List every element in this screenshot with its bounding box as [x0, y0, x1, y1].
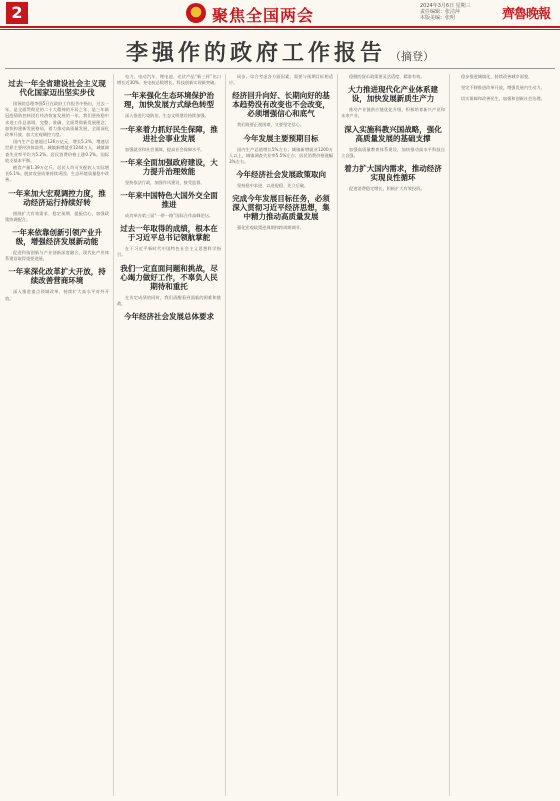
section-heading: 一年来全面加强政府建设，大力提升治理效能 [120, 157, 218, 176]
section-title: 聚焦全国两会 [212, 6, 315, 25]
body-paragraph: 坚定不移推进改革开放，增强发展内生动力。 [461, 85, 545, 91]
paper-info-line: 本版美编：张明 [420, 15, 456, 21]
body-paragraph: 国内生产总值增长5%左右；城镇新增就业1200万人以上，城镇调查失业率5.5%左右；居民消费价格涨幅3%左右。 [229, 146, 333, 165]
article-title-note: （摘登） [390, 50, 434, 63]
body-paragraph: 电力、电动汽车、锂电池、光伏产品“新三样”出口增长近30%。充电桩总数增长。科技创新实现新突破。 [117, 74, 221, 86]
article-title: 李强作的政府工作报告 [125, 41, 386, 66]
body-paragraph: 国务院总理李强5日在政府工作报告中指出，过去一年，是全面贯彻党的二十大精神的开局之年，是三年新冠疫情防控转段后经济恢复发展的一年。我们坚持稳中求进工作总基调，完整、准确、全面贯彻新发展理念，加快构建新发展格局，着力推动高质量发展，全面深化改革开放，加大宏观调控力度。 [5, 101, 109, 138]
column [453, 74, 557, 796]
body-paragraph: 围绕扩大有效需求、稳定预期、提振信心，加强政策协调配合。 [5, 210, 109, 222]
headline-rule [5, 68, 555, 69]
section-heading: 完成今年发展目标任务，必须深入贯彻习近平经济思想，集中精力推动高质量发展 [232, 194, 330, 222]
masthead [0, 0, 560, 26]
page-number: 2 [6, 2, 28, 24]
section-heading: 今年经济社会发展总体要求 [124, 312, 214, 322]
column-divider [113, 74, 114, 796]
body-paragraph: 同步。综合考虑各方面因素，需要与预期目标相适应。 [229, 74, 333, 86]
section-heading: 一年来强化生态环境保护治理，加快发展方式绿色转型 [124, 91, 214, 110]
body-paragraph: 坚持稳中求进、以进促稳、先立后破。 [237, 183, 309, 189]
body-paragraph: 加强高质量教育体系建设，加快推动高水平科技自立自强。 [341, 146, 445, 158]
body-paragraph: 我们既要正视困难，又要坚定信心。 [237, 122, 305, 128]
column-divider [337, 74, 338, 796]
section-heading: 今年发展主要预期目标 [243, 133, 319, 143]
body-paragraph: 成功举办第三届“一带一路”国际合作高峰论坛。 [125, 213, 214, 219]
column [341, 74, 445, 796]
paper-info-line: 2024年3月6日 星期三 [420, 3, 471, 9]
section-heading: 着力扩大国内需求，推动经济实现良性循环 [344, 164, 442, 183]
body-paragraph: 强化宏观政策逆周期和跨周期调节。 [237, 225, 305, 231]
paper-info-line: 责任编辑：张洁萍 [420, 9, 461, 15]
body-paragraph: 粮食产量1.39万亿斤。居民人均可支配收入实际增长6.1%。脱贫攻坚成果持续巩固。生态环境质量稳中改善。 [5, 165, 109, 183]
body-paragraph: 稳健的货币政策要灵活适度、精准有效。 [349, 74, 425, 79]
section-heading: 大力推进现代化产业体系建设，加快发展新质生产力 [348, 85, 438, 104]
column [5, 74, 109, 796]
body-paragraph: 深入推进重点领域改革，持续扩大高水平对外开放。 [5, 289, 109, 301]
national-emblem-icon [186, 3, 206, 23]
section-heading: 过去一年全省建设社会主义现代化国家迈出坚实步伐 [8, 79, 106, 97]
body-paragraph: 在肯定成绩的同时，我们清醒看到面临的困难和挑战。 [117, 294, 221, 306]
section-heading: 一年来中国特色大国外交全面推进 [120, 191, 218, 210]
section-heading: 一年来深化改革扩大开放，持续改善营商环境 [8, 267, 106, 286]
section-heading: 一年来着力抓好民生保障，推进社会事业发展 [120, 124, 218, 143]
section-heading: 一年来加大宏观调控力度，推动经济运行持续好转 [8, 188, 106, 207]
column [229, 74, 333, 796]
body-paragraph: 推动产业链供应链优化升级，积极培育新兴产业和未来产业。 [341, 107, 445, 119]
body-paragraph: 稳步推进城镇化，持续改善城乡面貌。 [461, 74, 533, 79]
column [117, 74, 221, 796]
body-paragraph: 坚持依法行政，加强作风建设，接受监督。 [125, 179, 205, 185]
article-headline [0, 36, 560, 67]
article-columns [5, 74, 557, 796]
newspaper-logo: 齊魯晚報 [502, 7, 551, 22]
body-paragraph: 深入推进污染防治，生态文明建设持续加强。 [125, 113, 209, 119]
body-paragraph: 促进消费稳定增长，积极扩大有效投资。 [349, 186, 425, 192]
paper-info [420, 3, 500, 21]
body-paragraph: 切实保障和改善民生，加强和创新社会治理。 [461, 96, 545, 102]
masthead-rule [0, 26, 560, 28]
section-heading: 过去一年取得的成绩，根本在于习近平总书记领航掌舵 [120, 224, 218, 243]
section-heading: 一年来依靠创新引领产业升级，增强经济发展新动能 [12, 228, 102, 247]
section-heading: 深入实施科教兴国战略，强化高质量发展的基础支撑 [344, 124, 442, 143]
body-paragraph: 加强就业和社会保障，提高社会保障水平。 [125, 146, 205, 152]
body-paragraph: 国内生产总值超过126万亿元，增长5.2%，增速居世界主要经济体前列。城镇新增就业1244万人，城镇调查失业率平均为5.2%。居民消费价格上涨0.2%。国际收支基本平衡。 [5, 139, 109, 163]
masthead-rule-thin [0, 29, 560, 30]
body-paragraph: 促进科技创新与产业创新深度融合，现代化产业体系建设取得重要进展。 [5, 250, 109, 262]
column-divider [449, 74, 450, 796]
section-heading: 今年经济社会发展政策取向 [236, 170, 326, 180]
body-paragraph: 在于习近平新时代中国特色社会主义思想科学指引。 [117, 246, 221, 258]
section-heading: 经济回升向好、长期向好的基本趋势没有改变也不会改变，必须增强信心和底气 [232, 91, 330, 119]
column-divider [225, 74, 226, 796]
section-heading: 我们一定直面问题和挑战，尽心竭力做好工作，不辜负人民期待和重托 [120, 263, 218, 291]
